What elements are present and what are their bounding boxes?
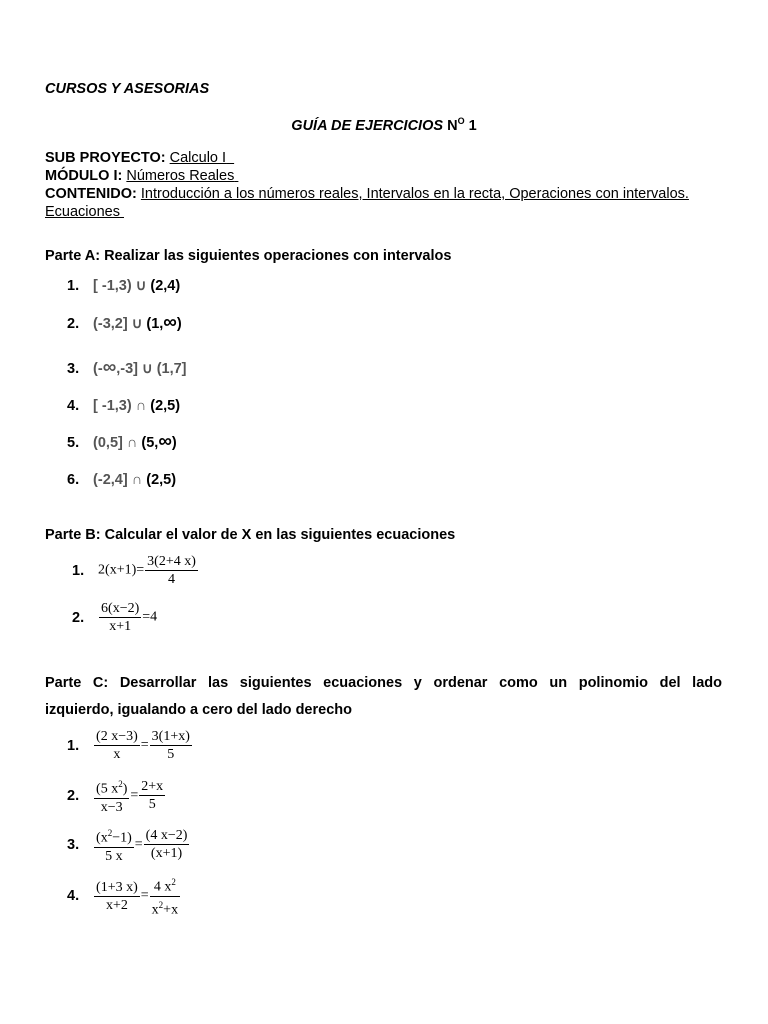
parte-a-item-6: 6. (-2,4] ∩ (2,5)	[67, 472, 177, 488]
parte-a-item-3: 3. (-∞,-3] ∪ (1,7]	[67, 357, 187, 378]
parte-c-title-2: izquierdo, igualando a cero del lado derecho	[45, 702, 352, 718]
parte-a-item-2: 2. (-3,2] ∪ (1,∞)	[67, 312, 182, 333]
guide-title	[0, 116, 768, 134]
modulo-label: MÓDULO I:	[45, 168, 123, 184]
contenido-line	[45, 186, 689, 202]
modulo-line	[45, 168, 238, 184]
modulo-value: Números Reales	[126, 168, 235, 184]
parte-b-item-2: 2. $\frac{6(x-2)}{x+1}$ =4	[72, 601, 158, 634]
contenido-label: CONTENIDO:	[45, 186, 137, 202]
sub-proyecto-line	[45, 150, 234, 166]
parte-b-title: Parte B: Calcular el valor de X en las siguientes ecuaciones	[45, 527, 456, 543]
parte-a-item-1: 1. [ -1,3) ∪ (2,4)	[67, 278, 181, 294]
contenido-value-2: Ecuaciones	[45, 204, 120, 220]
parte-c-item-3: 3. $\frac{(x^2-1)}{5 x}$ = $\frac{(4 x-2)}{(x+1)}$	[67, 825, 190, 865]
parte-b-item-1: 1. 2(x+1)= $\frac{3(2+4 x)}{4}$	[72, 554, 196, 587]
parte-c-item-4: 4. $\frac{(1+3 x)}{x+2}$ = $\frac{4 x^2}{x^2+x}$	[67, 874, 181, 918]
sub-proyecto-label: SUB PROYECTO:	[45, 150, 166, 166]
parte-a-item-5: 5. (0,5] ∩ (5,∞)	[67, 431, 177, 452]
parte-c-title-1: Parte C: Desarrollar las siguientes ecuaciones y ordenar como un polinomio del lado	[45, 675, 722, 691]
contenido-value-1: Introducción a los números reales, Intervalos en la recta, Operaciones con intervalos.	[140, 186, 689, 202]
parte-c-item-2: 2. $\frac{(5 x^2)}{x-3}$ = $\frac{2+x}{5}$	[67, 776, 166, 816]
sub-proyecto-value: Calculo I	[169, 150, 227, 166]
parte-c-item-1: 1. $\frac{(2 x-3)}{x}$ = $\frac{3(1+x)}{5}$	[67, 729, 190, 762]
parte-a-title: Parte A: Realizar las siguientes operaciones con intervalos	[45, 248, 452, 264]
guide-number-label: $N^O$ 1	[447, 116, 477, 134]
parte-a-item-4: 4. [ -1,3) ∩ (2,5)	[67, 398, 181, 414]
guide-title-text: GUÍA DE EJERCICIOS	[291, 117, 444, 134]
institution-name: CURSOS Y ASESORIAS	[45, 81, 210, 97]
contenido-line-2	[45, 204, 124, 220]
